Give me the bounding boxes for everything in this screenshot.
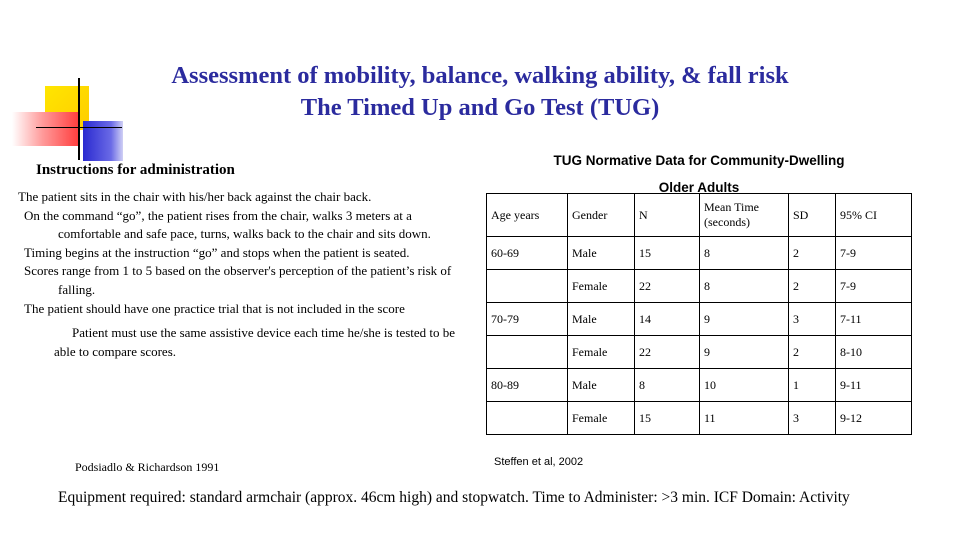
- table-cell: 14: [635, 303, 700, 336]
- instruction-item: The patient sits in the chair with his/her back against the chair back.: [18, 189, 372, 204]
- table-cell: 15: [635, 237, 700, 270]
- decor-vertical-line: [78, 78, 80, 160]
- citation-podsiadlo: Podsiadlo & Richardson 1991: [75, 460, 220, 474]
- table-cell: 8: [635, 369, 700, 402]
- table-cell: 8: [700, 270, 789, 303]
- header-cell: SD: [789, 194, 836, 237]
- table-title-line-2: Older Adults: [658, 180, 740, 195]
- table-cell: [487, 270, 568, 303]
- table-row: [487, 237, 912, 270]
- header-cell: Mean Time (seconds): [700, 194, 789, 237]
- table-cell: 7-9: [836, 270, 912, 303]
- table-cell: Male: [568, 303, 635, 336]
- instruction-item: The patient should have one practice trial that is not included in the score: [24, 300, 405, 316]
- table-cell: 3: [789, 303, 836, 336]
- instruction-item: On the command “go”, the patient rises from the chair, walks 3 meters at a comfortable and safe pace, turns, walks back to the chair and sits down.: [24, 207, 431, 242]
- table-cell: 1: [789, 369, 836, 402]
- table-cell: 9-11: [836, 369, 912, 402]
- decor-red-gradient-bar: [12, 112, 80, 146]
- table-cell: 22: [635, 270, 700, 303]
- instruction-item: Timing begins at the instruction “go” and stops when the patient is seated.: [24, 244, 410, 260]
- table-cell: 7-9: [836, 237, 912, 270]
- equipment-note: Equipment required: standard armchair (approx. 46cm high) and stopwatch. Time to Administer: >3 min. ICF Domain: Activity: [58, 489, 850, 506]
- table-row: [487, 303, 912, 336]
- table-row: [487, 402, 912, 435]
- citation-steffen: Steffen et al, 2002: [494, 456, 584, 468]
- header-cell: N: [635, 194, 700, 237]
- table-cell: 11: [700, 402, 789, 435]
- instruction-item: Patient must use the same assistive device each time he/she is tested to be able to compare scores.: [54, 325, 456, 359]
- instructions-heading: Instructions for administration: [36, 162, 235, 178]
- table-header-row: [487, 194, 912, 237]
- table-row: [487, 369, 912, 402]
- table-cell: Male: [568, 237, 635, 270]
- table-cell: Female: [568, 402, 635, 435]
- tug-normative-table: [486, 193, 912, 435]
- table-cell: 3: [789, 402, 836, 435]
- table-cell: [487, 402, 568, 435]
- title-line-1: Assessment of mobility, balance, walking ability, & fall risk: [171, 62, 789, 89]
- table-cell: 22: [635, 336, 700, 369]
- table-cell: 2: [789, 237, 836, 270]
- title-line-2: The Timed Up and Go Test (TUG): [300, 94, 660, 121]
- table-cell: 8: [700, 237, 789, 270]
- table-cell: 8-10: [836, 336, 912, 369]
- table-cell: Female: [568, 270, 635, 303]
- table-row: [487, 336, 912, 369]
- table-cell: 9: [700, 336, 789, 369]
- table-cell: 2: [789, 336, 836, 369]
- table-cell: 70-79: [487, 303, 568, 336]
- decor-horizontal-line: [36, 127, 122, 128]
- header-cell: Age years: [487, 194, 568, 237]
- instruction-item: Scores range from 1 to 5 based on the observer's perception of the patient’s risk of falling.: [24, 263, 452, 297]
- table-cell: Female: [568, 336, 635, 369]
- table-cell: 15: [635, 402, 700, 435]
- table-cell: 10: [700, 369, 789, 402]
- table-cell: 9-12: [836, 402, 912, 435]
- table-title-line-1: TUG Normative Data for Community-Dwelling: [553, 153, 845, 168]
- table-cell: [487, 336, 568, 369]
- table-row: [487, 270, 912, 303]
- header-cell: 95% CI: [836, 194, 912, 237]
- table-cell: 60-69: [487, 237, 568, 270]
- table-cell: 80-89: [487, 369, 568, 402]
- table-cell: 7-11: [836, 303, 912, 336]
- table-cell: 2: [789, 270, 836, 303]
- slide-title: [100, 60, 860, 124]
- table-cell: Male: [568, 369, 635, 402]
- header-cell: Gender: [568, 194, 635, 237]
- instructions-list: [18, 188, 466, 361]
- table-cell: 9: [700, 303, 789, 336]
